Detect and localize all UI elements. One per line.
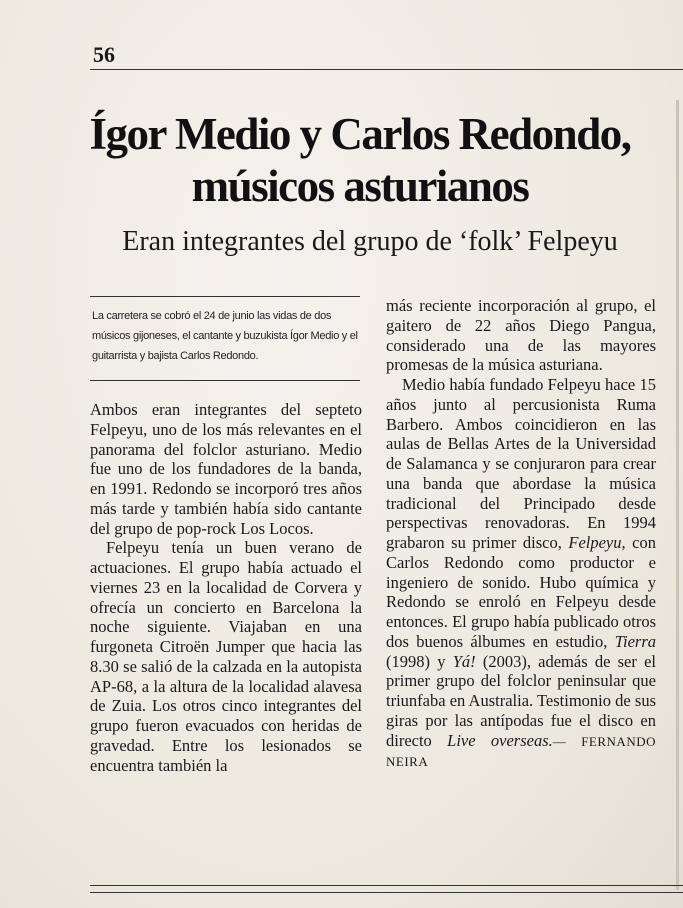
headline: Ígor Medio y Carlos Redondo, músicos asturianos [89,109,631,211]
page-edge-shadow [676,100,679,890]
paragraph-4-text-d: (2003), además de ser el primer grupo del folclor peninsular que triunfaba en Australia. Testimonio de sus giras por las antípodas fue el disco en directo [386,651,657,750]
album-title-ya: Yá! [452,651,476,671]
article-column-left [90,400,362,775]
footer-rule-thin [90,892,683,893]
author-signature: — FERNANDO NEIRA [386,733,656,770]
album-title-live-overseas: Live overseas. [447,730,553,750]
paragraph-4 [386,375,656,772]
subtitle: Eran integrantes del grupo de ‘folk’ Felpeyu [122,226,618,257]
summary-text: La carretera se cobró el 24 de junio las vidas de dos músicos gijoneses, el cantante y buzukista Ígor Medio y el guitarrista y bajista Carlos Redondo. [92,310,358,362]
paragraph-4-text-b: con Carlos Redondo como productor e ingeniero de sonido. Hubo química y Redondo se enroló en Felpeyu desde entonces. El grupo había publicado otros dos buenos álbumes en estudio, [386,533,656,651]
footer-rule [90,885,683,886]
paragraph-1: Ambos eran integrantes del septeto Felpeyu, uno de los más relevantes en el panorama del folclor asturiano. Medio fue uno de los fundadores de la banda, en 1991. Redondo se incorporó tres años más tarde y también había sido cantante del grupo de pop-rock Los Locos. [90,400,362,538]
article-column-right [386,296,656,772]
album-title-tierra: Tierra [614,631,657,651]
paragraph-3: más reciente incorporación al grupo, el gaitero de 22 años Diego Pangua, considerado una de las mayores promesas de la música asturiana. [386,296,656,375]
paragraph-4-text-c: (1998) y [386,651,446,671]
header-rule [90,69,683,70]
album-title-felpeyu: Felpeyu, [568,533,626,552]
summary-box [90,296,360,381]
paragraph-2: Felpeyu tenía un buen verano de actuaciones. El grupo había actuado el viernes 23 en la localidad de Corvera y ofrecía un concierto en Barcelona la noche siguiente. Viajaban en una furgoneta Citroën Jumper que hacia las 8.30 se salió de la calzada en la autopista AP-68, a la altura de la localidad alavesa de Zuia. Los otros cinco integrantes del grupo fueron evacuados con heridas de gravedad. Entre los lesionados se encuentra también la [90,538,362,775]
paragraph-4-text-a: Medio había fundado Felpeyu hace 15 años junto al percusionista Ruma Barbero. Ambos coincidieron en las aulas de Bellas Artes de la Universidad de Salamanca y se conjuraron para crear una banda que abordase la música tradicional del Principado desde perspectivas renovadoras. En 1994 grabaron su primer disco, [386,375,656,552]
page-number: 56 [93,42,115,67]
